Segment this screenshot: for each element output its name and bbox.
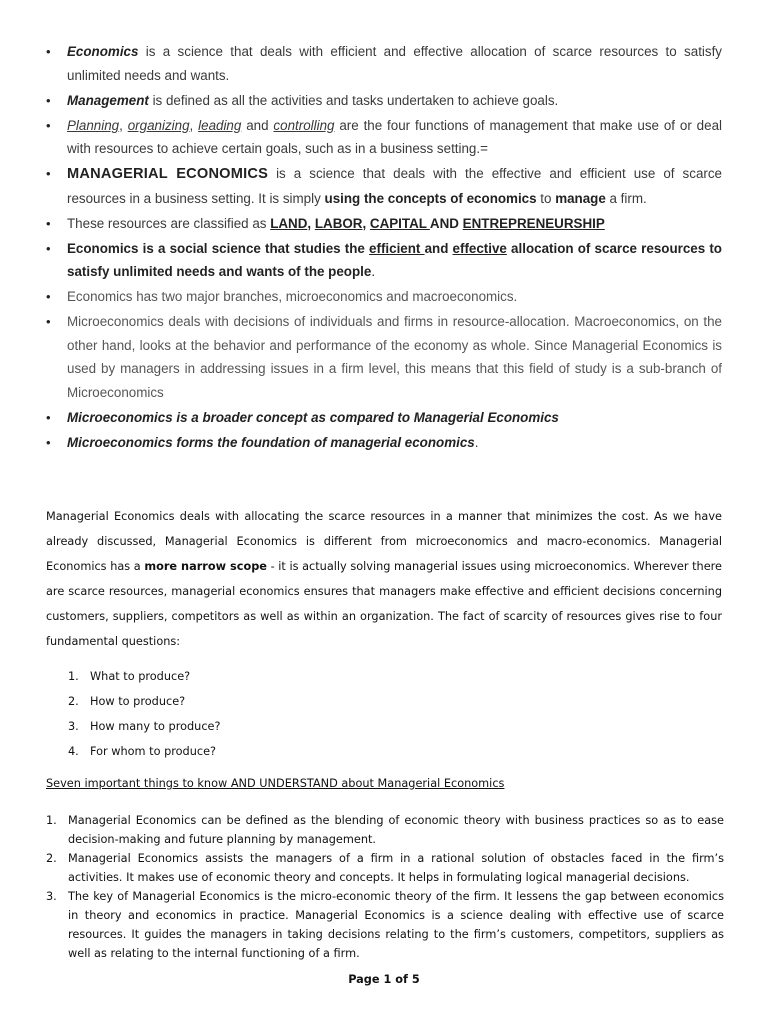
separator: , xyxy=(189,117,199,133)
list-text: The key of Managerial Economics is the micro-economic theory of the firm. It lessens the gap between economics in theory and economics in practice. Managerial Economics is a science dealing with effective use of scarce resources. It guides the managers in taking decisions relating to the firm’s customers, competitors, suppliers as well as relating to the internal functioning of a firm. xyxy=(68,890,724,960)
footer-text: of xyxy=(391,973,412,986)
separator: and xyxy=(241,117,274,133)
intro-paragraph xyxy=(46,504,722,654)
term-effective: effective xyxy=(452,240,507,256)
things-list xyxy=(46,811,724,963)
bullet-text: Economics has two major branches, microeconomics and macroeconomics. xyxy=(67,289,518,304)
bullet-broader-concept xyxy=(46,406,722,430)
period: . xyxy=(474,434,479,450)
bold-phrase: Economics is a social science that studies the xyxy=(67,240,370,256)
resource-labor: LABOR xyxy=(314,215,363,231)
current-page: 1 xyxy=(383,973,392,986)
term-managerial-economics: MANAGERIAL ECONOMICS xyxy=(67,166,269,182)
separator: AND xyxy=(429,215,463,231)
bullet-functions xyxy=(46,114,722,161)
list-text: How to produce? xyxy=(90,695,186,708)
term-planning: Planning xyxy=(67,117,120,133)
list-text: For whom to produce? xyxy=(90,745,217,758)
bullet-branches xyxy=(46,285,722,309)
list-item xyxy=(46,811,724,849)
bold-phrase: and xyxy=(424,240,453,256)
bullet-economics xyxy=(46,40,722,87)
separator: , xyxy=(119,117,128,133)
list-number: 3. xyxy=(46,890,57,903)
list-number: 2. xyxy=(46,852,57,865)
list-number: 4. xyxy=(68,745,79,758)
bullet-text: is a science that deals with efficient and effective allocation of scarce resources to satisfy unlimited needs and wants. xyxy=(67,44,722,83)
list-text: How many to produce? xyxy=(90,720,221,733)
term-efficient: efficient xyxy=(369,240,425,256)
bullet-text: These resources are classified as xyxy=(67,215,271,231)
bullet-text: to xyxy=(536,190,556,206)
bullet-text: a firm. xyxy=(605,190,647,206)
key-points-list xyxy=(46,40,722,456)
total-pages: 5 xyxy=(411,973,420,986)
list-text: What to produce? xyxy=(90,670,191,683)
paragraph-text: Managerial Economics deals with allocating the scarce resources in a manner that minimizes the cost. As we have already discussed, Managerial Economics is different from microeconomics and macro-economics. Managerial Economics has a xyxy=(46,510,722,573)
page-number-footer xyxy=(0,973,768,986)
list-number: 2. xyxy=(68,695,79,708)
term-organizing: organizing xyxy=(127,117,190,133)
bullet-text: Microeconomics deals with decisions of individuals and firms in resource-allocation. Macroeconomics, on the other hand, looks at the behavior and performance of the economy as whole. Since Managerial Economics is used by managers in addressing issues in a firm level, this means that this field of study is a sub-branch of Microeconomics xyxy=(67,314,722,400)
bold-phrase: allocation of scarce resources to satisfy unlimited needs and wants of the people xyxy=(67,240,722,279)
bullet-foundation xyxy=(46,431,722,455)
resource-entrepreneurship: ENTREPRENEURSHIP xyxy=(462,215,605,231)
bullet-text: is a science that deals with the effective and efficient use of scarce resources in a business setting. It is simply xyxy=(67,166,722,206)
bold-phrase: using the concepts of economics xyxy=(324,190,537,206)
list-item xyxy=(68,664,221,689)
bullet-micro-macro xyxy=(46,310,722,404)
list-number: 1. xyxy=(68,670,79,683)
term-management: Management xyxy=(67,92,149,108)
list-item xyxy=(68,689,221,714)
separator: , xyxy=(307,215,315,231)
questions-list xyxy=(68,664,221,764)
bold-phrase: manage xyxy=(555,190,606,206)
separator: , xyxy=(362,215,370,231)
list-number: 1. xyxy=(46,814,57,827)
bold-phrase: more narrow scope xyxy=(144,560,267,573)
bullet-text: is defined as all the activities and tasks undertaken to achieve goals. xyxy=(148,92,559,108)
term-controlling: controlling xyxy=(273,117,335,133)
bullet-management xyxy=(46,89,722,113)
bold-italic-phrase: Microeconomics forms the foundation of managerial economics xyxy=(67,434,475,450)
paragraph-text: - it is actually solving managerial issues using microeconomics. Wherever there are scarce resources, managerial economics ensures that managers make effective and efficient decisions concerning customers, suppliers, competitors as well as within an organization. The fact of scarcity of resources gives rise to four fundamental questions: xyxy=(46,560,722,648)
bullet-text: are the four functions of management that make use of or deal with resources to achieve certain goals, such as in a business setting.= xyxy=(67,117,722,156)
list-item xyxy=(68,739,221,764)
resource-capital: CAPITAL xyxy=(369,215,430,231)
list-number: 3. xyxy=(68,720,79,733)
list-item xyxy=(46,849,724,887)
footer-text: Page xyxy=(348,973,384,986)
bullet-social-science xyxy=(46,237,722,284)
list-item xyxy=(46,887,724,963)
bullet-managerial-economics xyxy=(46,162,722,210)
list-text: Managerial Economics can be defined as the blending of economic theory with business practices so as to ease decision-making and future planning by management. xyxy=(68,814,724,846)
list-text: Managerial Economics assists the managers of a firm in a rational solution of obstacles faced in the firm’s activities. It makes use of economic theory and concepts. It helps in formulating logical managerial decisions. xyxy=(68,852,724,884)
period: . xyxy=(371,264,376,279)
term-leading: leading xyxy=(198,117,242,133)
section-heading: Seven important things to know AND UNDERSTAND about Managerial Economics xyxy=(46,777,505,790)
resource-land: LAND xyxy=(270,215,308,231)
term-economics: Economics xyxy=(67,44,139,59)
bold-italic-phrase: Microeconomics is a broader concept as compared to Managerial Economics xyxy=(67,409,559,425)
bullet-resources xyxy=(46,212,722,236)
list-item xyxy=(68,714,221,739)
